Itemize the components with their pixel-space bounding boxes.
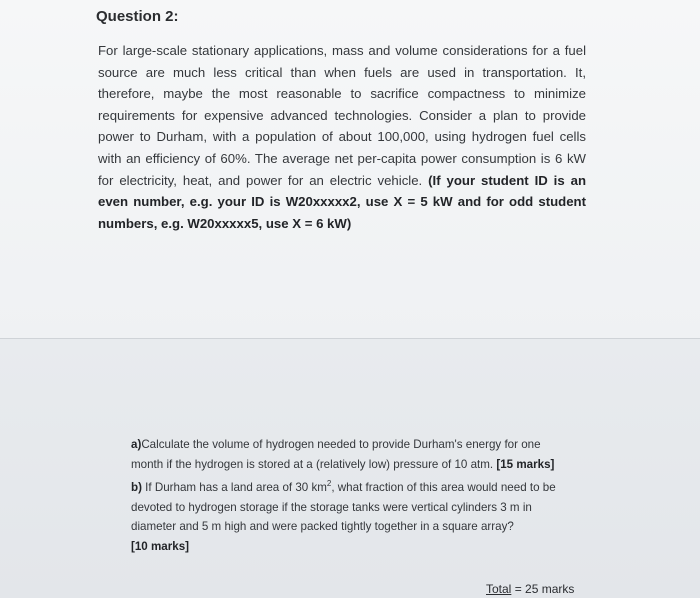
- part-b-text-1: If Durham has a land area of 30 km: [141, 481, 327, 495]
- part-b-superscript: 2: [326, 479, 332, 489]
- part-b-marks: [10 marks]: [131, 539, 190, 553]
- question-intro: [98, 40, 586, 234]
- total-label: Total: [486, 582, 512, 596]
- total-marks: [486, 582, 574, 596]
- part-a-marks: [15 marks]: [496, 457, 555, 471]
- part-a-text: Calculate the volume of hydrogen needed to provide Durham's energy for one month if the hydrogen is stored at a (relatively low) pressure of 10 atm.: [131, 438, 541, 471]
- question-heading: Question 2:: [96, 8, 179, 25]
- total-value: = 25 marks: [511, 582, 575, 596]
- intro-student-id-note: (If your student ID is an even number, e.g. your ID is W20xxxxx2, use X = 5 kW and for odd student numbers, e.g. W20xxxxx5, use X = 6 kW): [98, 172, 586, 231]
- part-b-text-2: , what fraction of this area would need to be devoted to hydrogen storage if the storage tanks were vertical cylinders 3 m in diameter and 5 m high and were packed tightly together in a square array?: [131, 481, 556, 534]
- part-a-label: a): [131, 438, 142, 451]
- part-b-label: b): [131, 481, 142, 495]
- intro-text: For large-scale stationary applications, mass and volume considerations for a fuel source are much less critical than when fuels are used in transportation. It, therefore, maybe the most reasonable to sacrifice compactness to minimize requirements for expensive advanced technologies. Consider a plan to provide power to Durham, with a population of about 100,000, using hydrogen fuel cells with an efficiency of 60%. The average net per-capita power consumption is 6 kW for electricity, heat, and power for an electric vehicle.: [98, 43, 586, 188]
- part-b: [131, 474, 575, 537]
- question-parts: [131, 435, 575, 556]
- part-a: [131, 435, 575, 474]
